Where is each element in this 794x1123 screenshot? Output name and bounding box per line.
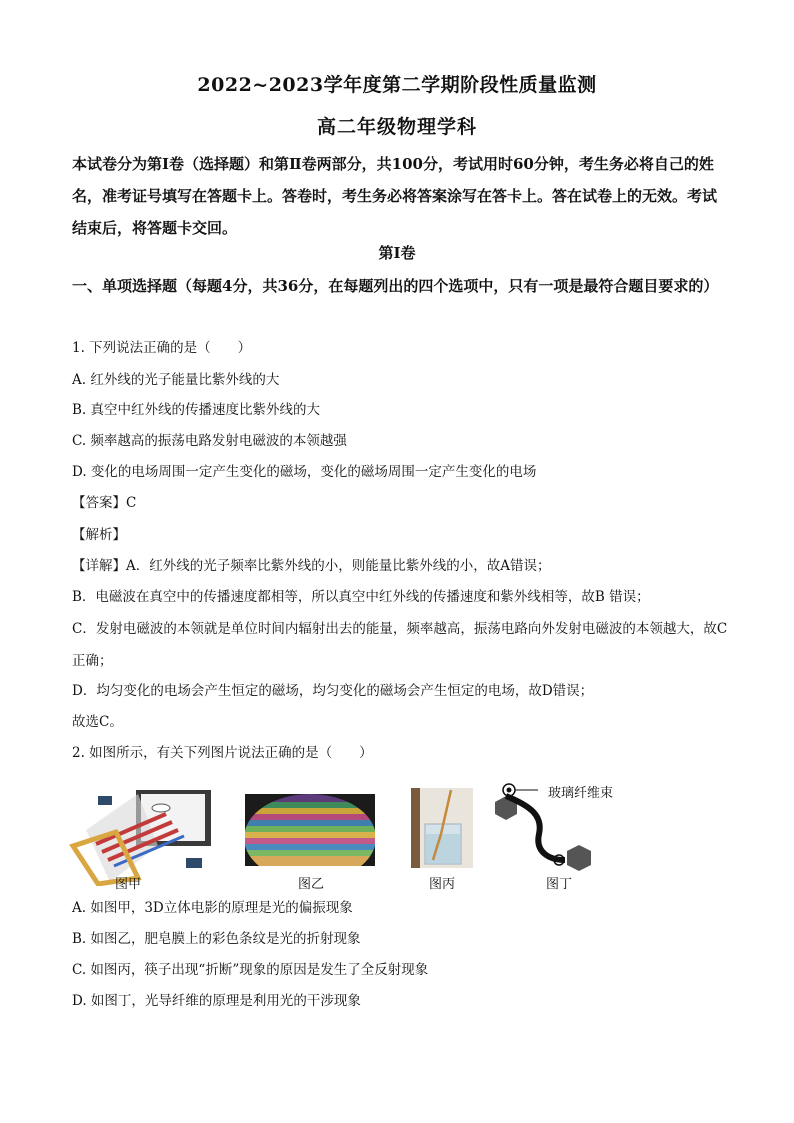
q1-option-d: D. 变化的电场周围一定产生变化的磁场，变化的磁场周围一定产生变化的电场 bbox=[72, 464, 537, 480]
q1-option-b: B. 真空中红外线的传播速度比紫外线的大 bbox=[72, 402, 321, 418]
caption-ding: 图丁 bbox=[546, 877, 573, 892]
page-subtitle: 高二年级物理学科 bbox=[316, 116, 477, 138]
volume-heading: 第Ⅰ卷 bbox=[378, 244, 416, 262]
exam-instructions: 本试卷分为第Ⅰ卷（选择题）和第Ⅱ卷两部分，共100分，考试用时60分钟，考生务必将自己的姓名，准考证号填写在答题卡上。答卷时，考生务必将答案涂写在答卡上。答在试卷上的无效。考试结束后，将答题卡交回。 bbox=[72, 155, 718, 237]
q1-answer: 【答案】C bbox=[72, 495, 137, 511]
q1-detail-b: B．电磁波在真空中的传播速度都相等，所以真空中红外线的传播速度和紫外线相等，故B 错误； bbox=[72, 589, 650, 605]
q1-stem: 1. 下列说法正确的是（ ） bbox=[72, 340, 252, 356]
q2-option-d: D. 如图丁，光导纤维的原理是利用光的干涉现象 bbox=[72, 993, 361, 1009]
q1-option-a: A. 红外线的光子能量比紫外线的大 bbox=[72, 372, 280, 388]
section-heading: 一、单项选择题（每题4分，共36分，在每题列出的四个选项中，只有一项是最符合题目要求的） bbox=[72, 277, 719, 295]
figure-ding-label: 玻璃纤维束 bbox=[548, 786, 614, 801]
caption-jia: 图甲 bbox=[115, 877, 142, 892]
q1-detail-c: C．发射电磁波的本领就是单位时间内辐射出去的能量，频率越高，振荡电路向外发射电磁波的本领越大，故C正确； bbox=[72, 621, 728, 669]
q1-detail-a: 【详解】A．红外线的光子频率比紫外线的小，则能量比紫外线的小，故A错误； bbox=[72, 558, 551, 574]
q1-conclusion: 故选C。 bbox=[72, 714, 123, 730]
q2-option-b: B. 如图乙，肥皂膜上的彩色条纹是光的折射现象 bbox=[72, 931, 361, 947]
figure-bing-image bbox=[411, 788, 473, 868]
q2-stem: 2. 如图所示，有关下列图片说法正确的是（ ） bbox=[72, 745, 373, 761]
figure-yi-image bbox=[245, 794, 375, 866]
caption-yi: 图乙 bbox=[298, 877, 325, 892]
page-title: 2022~2023学年度第二学期阶段性质量监测 bbox=[197, 74, 597, 96]
q1-detail-d: D．均匀变化的电场会产生恒定的磁场，均匀变化的磁场会产生恒定的电场，故D错误； bbox=[72, 683, 594, 699]
q2-figures bbox=[68, 778, 728, 890]
q1-option-c: C. 频率越高的振荡电路发射电磁波的本领越强 bbox=[72, 433, 347, 449]
caption-bing: 图丙 bbox=[429, 877, 456, 892]
figure-jia-image bbox=[68, 786, 218, 886]
q2-option-c: C. 如图丙，筷子出现“折断”现象的原因是发生了全反射现象 bbox=[72, 962, 429, 978]
q2-option-a: A. 如图甲，3D立体电影的原理是光的偏振现象 bbox=[72, 900, 353, 916]
q1-analysis-label: 【解析】 bbox=[72, 527, 126, 543]
